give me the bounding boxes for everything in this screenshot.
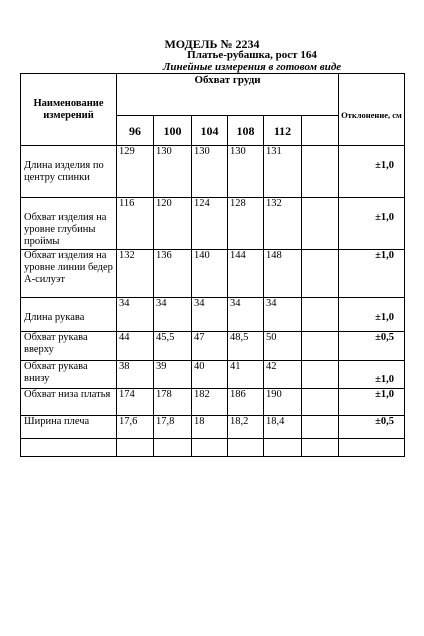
table-row	[21, 389, 405, 416]
cell-value: 136	[154, 250, 192, 298]
cell-value: 130	[228, 146, 264, 198]
cell-value: 34	[154, 298, 192, 332]
deviation-value: ±1,0	[339, 250, 405, 298]
empty-cell	[339, 439, 405, 457]
empty-cell	[228, 439, 264, 457]
table-row	[21, 332, 405, 361]
cell-value: 128	[228, 198, 264, 250]
empty-cell	[154, 439, 192, 457]
cell-value: 124	[192, 198, 228, 250]
empty-cell	[302, 439, 339, 457]
cell-value: 18,2	[228, 416, 264, 439]
cell-value: 48,5	[228, 332, 264, 361]
size-header: 108	[228, 116, 264, 146]
row-name: Длина изделия по центру спинки	[21, 146, 117, 198]
row-name: Обхват низа платья	[21, 389, 117, 416]
chest-girth-header: Обхват груди	[117, 74, 339, 116]
cell-value: 116	[117, 198, 154, 250]
row-name: Ширина плеча	[21, 416, 117, 439]
empty-cell	[302, 361, 339, 389]
size-header: 104	[192, 116, 228, 146]
cell-value: 17,6	[117, 416, 154, 439]
cell-value: 47	[192, 332, 228, 361]
empty-cell	[192, 439, 228, 457]
empty-cell	[302, 198, 339, 250]
cell-value: 140	[192, 250, 228, 298]
cell-value: 130	[192, 146, 228, 198]
cell-value: 132	[264, 198, 302, 250]
empty-cell	[264, 439, 302, 457]
deviation-column-header: Отклонение, см	[339, 74, 405, 146]
table-row	[21, 250, 405, 298]
empty-cell	[117, 439, 154, 457]
empty-cell	[302, 389, 339, 416]
empty-cell	[302, 250, 339, 298]
product-title: Платье-рубашка, рост 164	[187, 49, 317, 61]
cell-value: 45,5	[154, 332, 192, 361]
cell-value: 129	[117, 146, 154, 198]
cell-value: 132	[117, 250, 154, 298]
cell-value: 34	[264, 298, 302, 332]
cell-value: 130	[154, 146, 192, 198]
empty-cell	[302, 416, 339, 439]
cell-value: 40	[192, 361, 228, 389]
table-row	[21, 361, 405, 389]
cell-value: 42	[264, 361, 302, 389]
row-name: Обхват изделия на уровне линии бедер А-силуэт	[21, 250, 117, 298]
cell-value: 17,8	[154, 416, 192, 439]
row-name: Длина рукава	[21, 298, 117, 332]
row-name: Обхват рукава вверху	[21, 332, 117, 361]
deviation-value: ±0,5	[339, 332, 405, 361]
cell-value: 34	[228, 298, 264, 332]
deviation-value: ±1,0	[339, 146, 405, 198]
row-name: Обхват изделия на уровне глубины проймы	[21, 198, 117, 250]
table-row	[21, 198, 405, 250]
model-number: МОДЕЛЬ № 2234	[164, 37, 260, 51]
table-row-empty	[21, 439, 405, 457]
deviation-value: ±1,0	[339, 298, 405, 332]
deviation-value: ±1,0	[339, 198, 405, 250]
size-header: 112	[264, 116, 302, 146]
empty-cell	[302, 332, 339, 361]
empty-cell	[302, 298, 339, 332]
size-header: 100	[154, 116, 192, 146]
cell-value: 190	[264, 389, 302, 416]
cell-value: 182	[192, 389, 228, 416]
table-row	[21, 298, 405, 332]
cell-value: 44	[117, 332, 154, 361]
deviation-value: ±0,5	[339, 416, 405, 439]
cell-value: 39	[154, 361, 192, 389]
cell-value: 41	[228, 361, 264, 389]
table-row	[21, 416, 405, 439]
cell-value: 18,4	[264, 416, 302, 439]
cell-value: 34	[192, 298, 228, 332]
cell-value: 131	[264, 146, 302, 198]
deviation-value: ±1,0	[339, 361, 405, 389]
table-subtitle: Линейные измерения в готовом виде	[162, 61, 342, 73]
cell-value: 120	[154, 198, 192, 250]
deviation-value: ±1,0	[339, 389, 405, 416]
measurements-table	[20, 73, 405, 457]
cell-value: 186	[228, 389, 264, 416]
table-row	[21, 146, 405, 198]
cell-value: 34	[117, 298, 154, 332]
empty-cell	[21, 439, 117, 457]
size-header: 96	[117, 116, 154, 146]
cell-value: 144	[228, 250, 264, 298]
cell-value: 38	[117, 361, 154, 389]
row-name: Обхват рукава внизу	[21, 361, 117, 389]
cell-value: 148	[264, 250, 302, 298]
name-column-header: Наименование измерений	[21, 74, 117, 146]
cell-value: 178	[154, 389, 192, 416]
cell-value: 50	[264, 332, 302, 361]
cell-value: 174	[117, 389, 154, 416]
cell-value: 18	[192, 416, 228, 439]
empty-cell	[302, 116, 339, 146]
empty-cell	[302, 146, 339, 198]
